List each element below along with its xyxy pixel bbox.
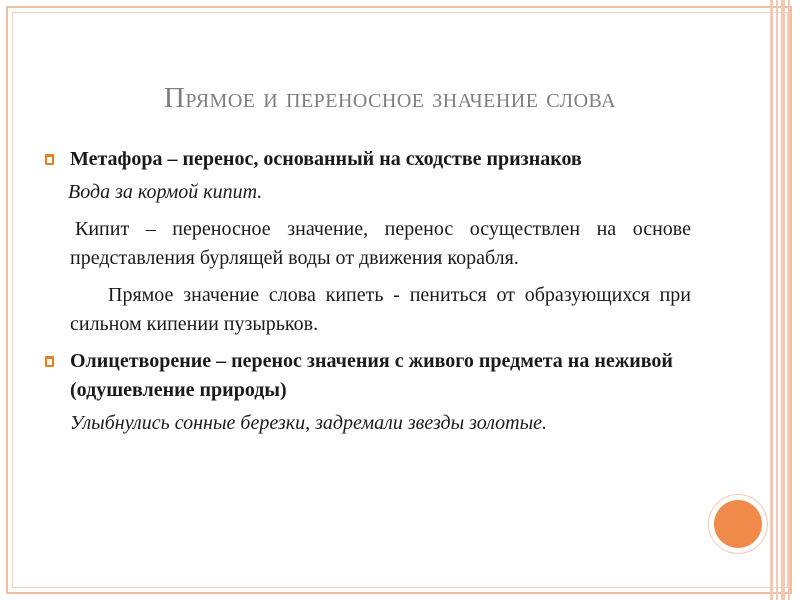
square-bullet-icon bbox=[45, 356, 54, 367]
decorative-orange-circle bbox=[714, 500, 762, 548]
decorative-right-band bbox=[770, 0, 792, 600]
example-personification: Улыбнулись сонные березки, задремали звезды золотые. bbox=[70, 412, 548, 434]
slide-body bbox=[45, 145, 691, 446]
example-metaphor: Вода за кормой кипит. bbox=[68, 181, 263, 203]
bullet-heading-personification: Олицетворение – перенос значения с живого предмета на неживой (одушевление природы) bbox=[70, 350, 673, 401]
square-bullet-icon bbox=[45, 154, 54, 165]
explanation-metaphor: Кипит – переносное значение, перенос осуществлен на основе представления бурлящей воды от движения корабля. bbox=[70, 218, 691, 269]
bullet-heading-metaphor: Метафора – перенос, основанный на сходстве признаков bbox=[70, 148, 582, 170]
bullet-item-personification bbox=[45, 347, 691, 405]
slide-title: Прямое и переносное значение слова bbox=[163, 82, 617, 114]
bullet-item-metaphor bbox=[45, 145, 691, 174]
direct-meaning-metaphor: Прямое значение слова кипеть - пениться от образующихся при сильном кипении пузырьков. bbox=[70, 284, 691, 335]
